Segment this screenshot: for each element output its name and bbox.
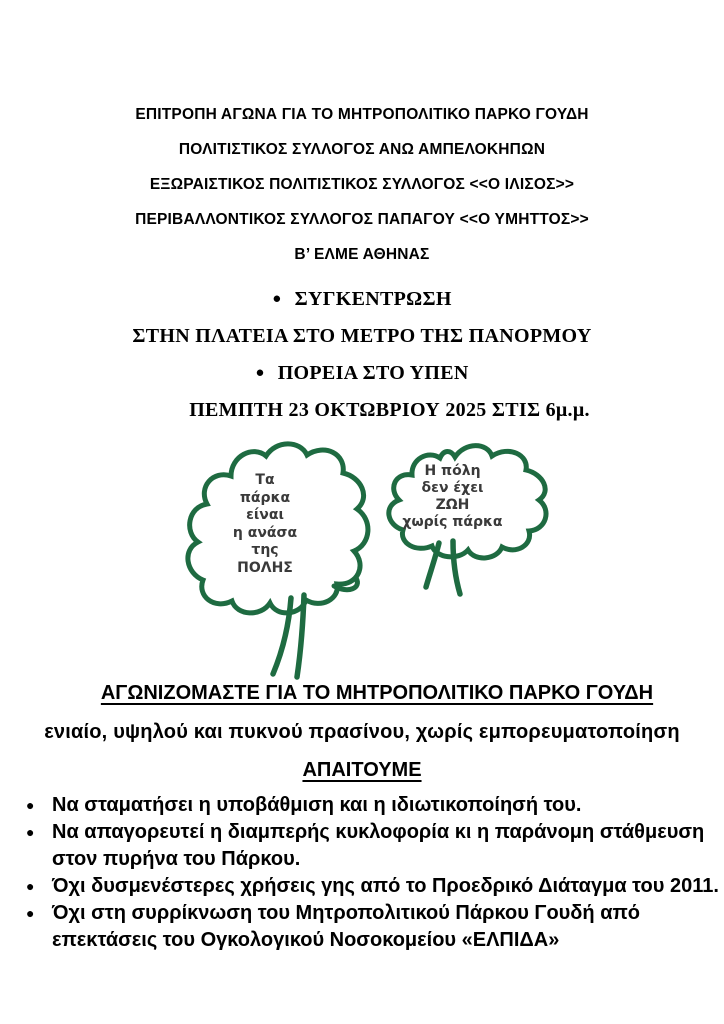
bullet-icon: ● <box>26 797 35 813</box>
tree-caption-line: Τα <box>255 472 275 488</box>
demand-text: στον πυρήνα του Πάρκου. <box>52 848 301 870</box>
bullet-icon: ● <box>272 291 282 307</box>
campaign-slogan-title: ΑΓΩΝΙΖΟΜΑΣΤΕ ΓΙΑ ΤΟ ΜΗΤΡΟΠΟΛΙΤΙΚΟ ΠΑΡΚΟ ΓΟΥΔΗ <box>100 682 654 704</box>
demand-text: επεκτάσεις του Ογκολογικού Νοσοκομείου «ΕΛΠΙΔΑ» <box>52 929 560 951</box>
demand-item <box>18 873 722 900</box>
tree-caption-line: πάρκα <box>239 489 291 506</box>
march-line <box>0 355 724 392</box>
demand-text: Να απαγορευτεί η διαμπερής κυκλοφορία κι η παράνομη στάθμευση <box>52 821 705 843</box>
bullet-icon: ● <box>26 824 35 840</box>
bullet-icon: ● <box>26 905 35 921</box>
tree-trunk <box>453 541 460 594</box>
demand-text: Όχι δυσμενέστερες χρήσεις γης από το Προεδρικό Διάταγμα του 2011. <box>52 875 719 897</box>
demands-list <box>18 792 722 954</box>
demand-text: Όχι στη συρρίκνωση του Μητροπολιτικού Πάρκου Γουδή από <box>52 902 641 924</box>
demands-heading: ΑΠΑΙΤΟΥΜΕ <box>302 759 422 781</box>
tree-caption-right <box>375 463 560 531</box>
organization-line: ΠΟΛΙΤΙΣΤΙΚΟΣ ΣΥΛΛΟΓΟΣ ΑΝΩ ΑΜΠΕΛΟΚΗΠΩΝ <box>178 141 546 158</box>
demand-text: Να σταματήσει η υποβάθμιση και η ιδιωτικοποίησή του. <box>52 794 582 816</box>
organization-line: ΕΠΙΤΡΟΠΗ ΑΓΩΝΑ ΓΙΑ ΤΟ ΜΗΤΡΟΠΟΛΙΤΙΚΟ ΠΑΡΚΟ ΓΟΥΔΗ <box>135 106 589 123</box>
tree-caption-line: δεν έχει <box>421 480 484 496</box>
gathering-line <box>0 281 724 318</box>
demand-item <box>18 900 722 954</box>
tree-caption-line: Η πόλη <box>424 463 481 479</box>
tree-caption-line: χωρίς πάρκα <box>402 514 503 530</box>
campaign-slogan-subtitle: ενιαίο, υψηλού και πυκνού πρασίνου, χωρίς εμπορευματοποίηση <box>44 721 680 743</box>
tree-caption-line: είναι <box>246 507 284 523</box>
bullet-icon: ● <box>26 878 35 894</box>
organizations-header <box>0 97 724 272</box>
organization-line: ΕΞΩΡΑΙΣΤΙΚΟΣ ΠΟΛΙΤΙΣΤΙΚΟΣ ΣΥΛΛΟΓΟΣ <<Ο ΙΛΙΣΟΣ>> <box>149 176 575 193</box>
march-label: ΠΟΡΕΙΑ ΣΤΟ ΥΠΕΝ <box>277 362 469 384</box>
bullet-icon: ● <box>255 365 265 381</box>
tree-caption-line: η ανάσα <box>232 524 298 541</box>
organization-line: ΠΕΡΙΒΑΛΛΟΝΤΙΚΟΣ ΣΥΛΛΟΓΟΣ ΠΑΠΑΓΟΥ <<Ο ΥΜΗΤΤΟΣ>> <box>135 211 589 228</box>
tree-illustration-right <box>375 436 560 601</box>
tree-caption-left <box>178 472 373 577</box>
tree-caption-line: της <box>251 542 279 558</box>
event-announcement <box>0 281 724 429</box>
organization-line: Β’ ΕΛΜΕ ΑΘΗΝΑΣ <box>294 246 430 263</box>
gathering-label: ΣΥΓΚΕΝΤΡΩΣΗ <box>294 288 452 310</box>
demand-item <box>18 792 722 819</box>
datetime-line: ΠΕΜΠΤΗ 23 ΟΚΤΩΒΡΙΟΥ 2025 ΣΤΙΣ 6μ.μ. <box>189 399 590 421</box>
location-line: ΣΤΗΝ ΠΛΑΤΕΙΑ ΣΤΟ ΜΕΤΡΟ ΤΗΣ ΠΑΝΟΡΜΟΥ <box>132 325 592 347</box>
tree-illustration-left <box>178 436 373 681</box>
demand-item <box>18 819 722 873</box>
tree-caption-line: ΖΩΗ <box>435 497 470 513</box>
tree-caption-line: ΠΟΛΗΣ <box>237 559 293 576</box>
